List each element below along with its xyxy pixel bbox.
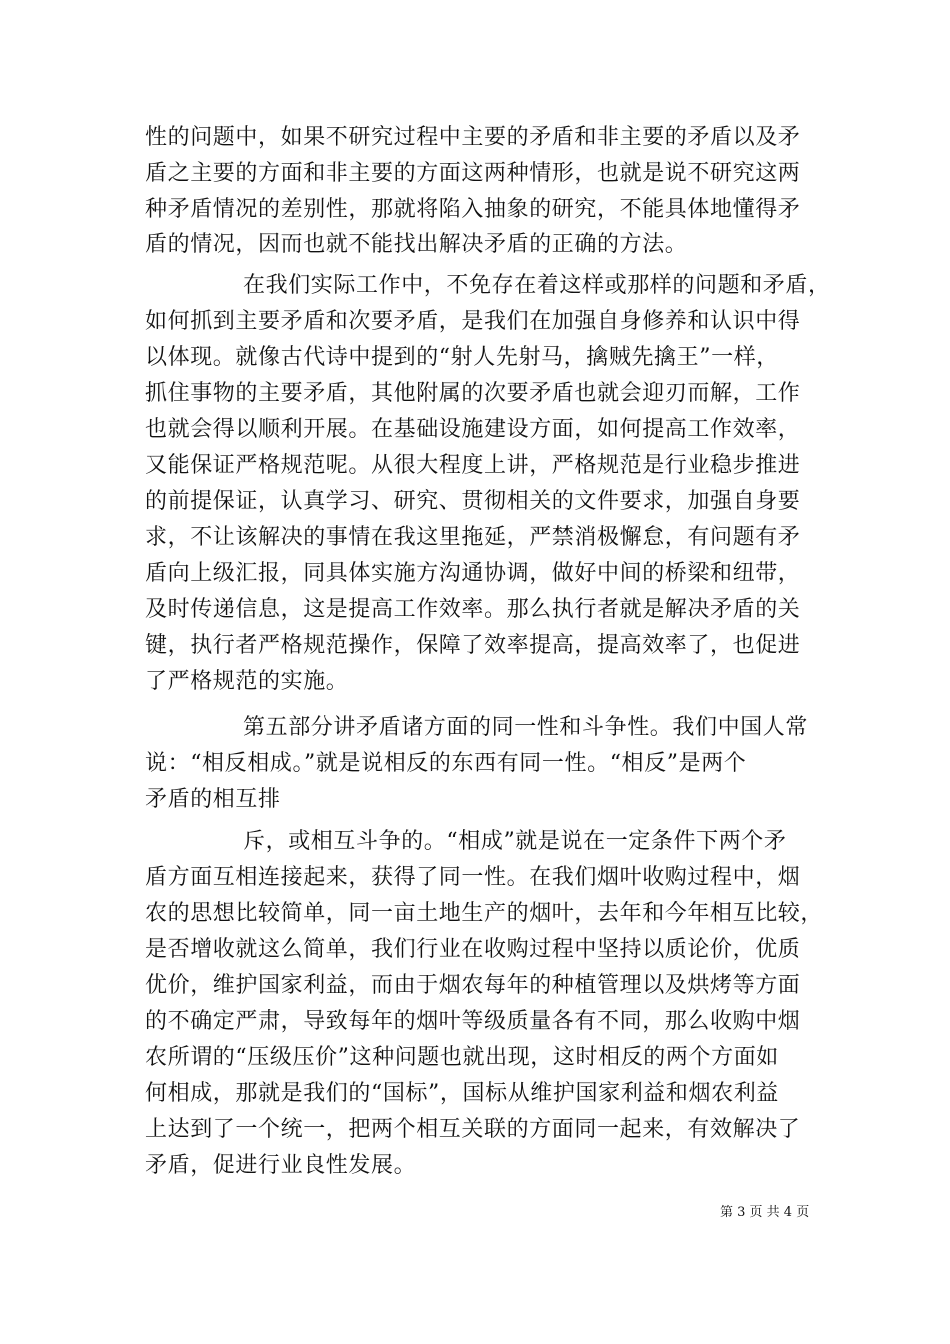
text-line: 如何抓到主要矛盾和次要矛盾，是我们在加强自身修养和认识中得 xyxy=(145,309,801,334)
text-line: 也就会得以顺利开展。在基础设施建设方面，如何提高工作效率， xyxy=(145,417,801,442)
text-line: 矛盾的相互排 xyxy=(145,787,281,812)
text-line: 盾方面互相连接起来，获得了同一性。在我们烟叶收购过程中，烟 xyxy=(145,865,801,890)
paragraph-start-line: 第五部分讲矛盾诸方面的同一性和斗争性。我们中国人常 xyxy=(243,715,809,740)
text-line: 的前提保证，认真学习、研究、贯彻相关的文件要求，加强自身要 xyxy=(145,489,801,514)
text-line: 盾向上级汇报，同具体实施方沟通协调，做好中间的桥梁和纽带， xyxy=(145,561,801,586)
text-line: 键，执行者严格规范操作，保障了效率提高，提高效率了，也促进 xyxy=(145,633,801,658)
text-line: 的不确定严肃，导致每年的烟叶等级质量各有不同，那么收购中烟 xyxy=(145,1009,801,1034)
text-line: 及时传递信息，这是提高工作效率。那么执行者就是解决矛盾的关 xyxy=(145,597,801,622)
text-line: 上达到了一个统一，把两个相互关联的方面同一起来，有效解决了 xyxy=(145,1117,801,1142)
text-line: 种矛盾情况的差别性，那就将陷入抽象的研究，不能具体地懂得矛 xyxy=(145,197,801,222)
text-line: 矛盾，促进行业良性发展。 xyxy=(145,1153,417,1178)
text-line: 说：“相反相成。”就是说相反的东西有同一性。“相反”是两个 xyxy=(145,751,747,776)
page-number: 第 3 页 共 4 页 xyxy=(720,1205,810,1220)
paragraph-start-line: 斥，或相互斗争的。“相成”就是说在一定条件下两个矛 xyxy=(243,829,787,854)
text-line: 以体现。就像古代诗中提到的“射人先射马，擒贼先擒王”一样， xyxy=(145,345,779,370)
text-line: 盾之主要的方面和非主要的方面这两种情形，也就是说不研究这两 xyxy=(145,161,801,186)
text-line: 是否增收就这么简单，我们行业在收购过程中坚持以质论价，优质 xyxy=(145,937,801,962)
text-line: 何相成，那就是我们的“国标”，国标从维护国家利益和烟农利益 xyxy=(145,1081,779,1106)
text-line: 求，不让该解决的事情在我这里拖延，严禁消极懈怠，有问题有矛 xyxy=(145,525,801,550)
paragraph-start-line: 在我们实际工作中，不免存在着这样或那样的问题和矛盾， xyxy=(243,273,831,298)
text-line: 盾的情况，因而也就不能找出解决矛盾的正确的方法。 xyxy=(145,232,688,257)
text-line: 抓住事物的主要矛盾，其他附属的次要矛盾也就会迎刃而解，工作 xyxy=(145,381,801,406)
text-line: 农所谓的“压级压价”这种问题也就出现，这时相反的两个方面如 xyxy=(145,1045,779,1070)
text-line: 农的思想比较简单，同一亩土地生产的烟叶，去年和今年相互比较， xyxy=(145,901,824,926)
text-line: 了严格规范的实施。 xyxy=(145,669,349,694)
text-line: 优价，维护国家利益，而由于烟农每年的种植管理以及烘烤等方面 xyxy=(145,973,801,998)
text-line: 又能保证严格规范呢。从很大程度上讲，严格规范是行业稳步推进 xyxy=(145,453,801,478)
text-line: 性的问题中，如果不研究过程中主要的矛盾和非主要的矛盾以及矛 xyxy=(145,125,801,150)
